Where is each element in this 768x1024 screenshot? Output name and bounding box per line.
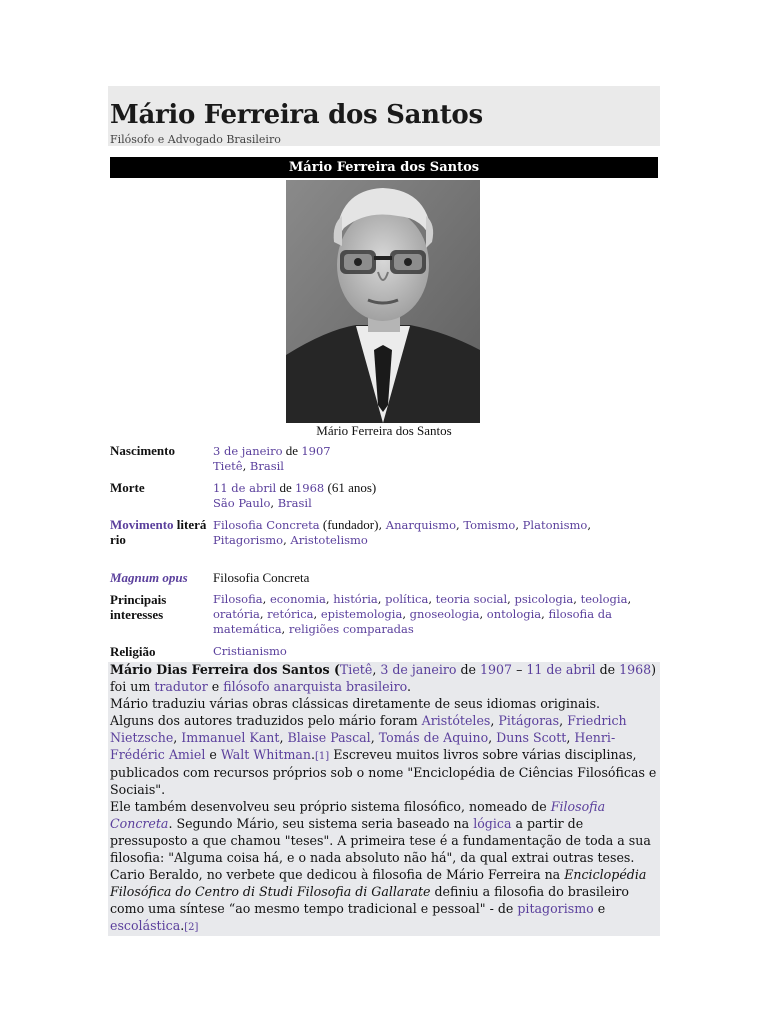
link-author[interactable]: Blaise Pascal [287, 729, 371, 745]
link-death-city[interactable]: São Paulo [213, 496, 271, 510]
text-fragment: e [207, 678, 224, 694]
label-religiao: Religião [110, 644, 156, 659]
paragraph-philosophy [110, 799, 658, 936]
link-interest[interactable]: epistemologia [320, 607, 403, 621]
text-fragment: a partir de pressuposto a que chamou "teses". A primeira tese é a fundamentação de toda a sua filosofia: "Alguma coisa há, e o nada absoluto não há", da qual extrai outras teses. Cario Beraldo, no verbete que dedicou à filosofia de Mário Ferreira na [110, 816, 651, 882]
text-fragment: , [372, 662, 381, 677]
link-author[interactable]: Friedrich Nietzsche [110, 712, 627, 745]
link-death-year[interactable]: 1968 [294, 481, 325, 495]
text-fragment: definiu a filosofia do brasileiro como uma síntese “ao mesmo tempo tradicional e pessoal" - de [110, 883, 629, 916]
value-religiao [213, 644, 653, 659]
link-filosofo[interactable]: filósofo [223, 678, 270, 694]
link-birth-city[interactable]: Tietê [213, 459, 243, 473]
link-author[interactable]: Aristóteles [421, 712, 491, 728]
portrait-image [286, 180, 480, 423]
link-birth-country[interactable]: Brasil [249, 459, 284, 473]
link-tiete[interactable]: Tietê [339, 662, 373, 677]
link-birth-year[interactable]: 1907 [301, 444, 331, 458]
value-movimento: Filosofia Concreta (fundador), Anarquismo, Tomismo, Platonismo, Pitagorismo, Aristotelismo [213, 517, 591, 547]
label-literario: literário [110, 517, 207, 547]
link-movimento[interactable]: Movimento [110, 517, 174, 532]
link-interest[interactable]: política [385, 592, 429, 606]
link-filosofia-concreta[interactable]: Filosofia Concreta [110, 799, 606, 832]
text-fragment: . [406, 678, 411, 694]
link-interest[interactable]: história [333, 592, 378, 606]
paragraph-intro [110, 662, 658, 696]
link-interest[interactable]: oratória [213, 607, 260, 621]
reference-1[interactable] [315, 747, 329, 762]
link-birth-date[interactable]: 3 de janeiro [213, 444, 283, 458]
article-body [108, 662, 660, 936]
link-movement[interactable]: Tomismo [463, 518, 516, 532]
text-fragment: ) foi um [110, 662, 657, 694]
link-interest[interactable]: gnoseologia [409, 607, 480, 621]
link-pitagorismo[interactable]: pitagorismo [517, 900, 594, 916]
text-sep: , [270, 496, 278, 510]
link-author[interactable]: Pitágoras [498, 712, 560, 728]
link-movement[interactable]: Platonismo [522, 518, 588, 532]
link-interest[interactable]: ontologia [486, 607, 542, 621]
value-magnum-opus [213, 570, 653, 586]
link-magnum-opus[interactable]: Magnum opus [110, 570, 188, 585]
text-de: de [276, 480, 295, 495]
reference-label: [2] [184, 921, 199, 933]
link-11-abril[interactable]: 11 de abril [526, 662, 596, 677]
link-interest[interactable]: psicologia [514, 592, 574, 606]
link-escolastica[interactable]: escolástica [110, 917, 181, 933]
text-fundador: (fundador) [319, 517, 379, 532]
text-fragment: Ele também desenvolveu seu próprio sistema filosófico, nomeado de [110, 799, 551, 815]
text-fragment: – [512, 662, 527, 677]
link-author[interactable]: Immanuel Kant [181, 729, 280, 745]
link-movement[interactable]: Anarquismo [385, 518, 457, 532]
link-walt-whitman[interactable]: Walt Whitman [220, 746, 312, 762]
page-subtitle: Filósofo e Advogado Brasileiro [110, 133, 281, 146]
link-movement[interactable]: Pitagorismo [213, 533, 284, 547]
link-interest[interactable]: teologia [580, 592, 628, 606]
text-fragment: Alguns dos autores traduzidos pelo mário foram [110, 712, 422, 728]
italic-encyclopedia-title: Enciclopédia Filosófica do Centro di Studi Filosofia di Gallarate [110, 866, 647, 899]
link-interest[interactable]: economia [269, 592, 326, 606]
link-death-date[interactable]: 11 de abril [213, 481, 277, 495]
page-header [108, 86, 660, 146]
photo-caption: Mário Ferreira dos Santos [316, 423, 452, 438]
text-fragment: de [456, 662, 480, 677]
link-author[interactable]: Henri-Frédéric Amiel [110, 729, 616, 762]
link-1968[interactable]: 1968 [619, 662, 652, 677]
page-title: Mário Ferreira dos Santos [110, 100, 483, 130]
label-magnum-opus [110, 570, 210, 585]
text-fragment: . Segundo Mário, seu sistema seria baseado na [168, 816, 474, 832]
portrait-photo [286, 180, 480, 423]
infobox-title: Mário Ferreira dos Santos [110, 157, 658, 178]
text-fragment: . [180, 917, 185, 933]
label-morte: Morte [110, 480, 145, 495]
link-tradutor[interactable]: tradutor [154, 678, 208, 694]
paragraph-authors: Alguns dos autores traduzidos pelo mário foram Aristóteles, Pitágoras, Friedrich Nietzsche, Immanuel Kant, Blaise Pascal, Tomás de Aquino, Duns Scott, Henri-Frédéric Amiel e Walt Whitman.[1] Escreveu muitos livros sobre várias disciplinas, publicados com recursos próprios sob o nome "Enciclopédia de Ciências Filosóficas e Sociais". [110, 712, 657, 798]
text-fragment: e [205, 746, 221, 762]
link-anarquista[interactable]: anarquista [273, 678, 342, 694]
text-fragment: Escreveu muitos livros sobre várias disciplinas, publicados com recursos próprios sob o nome "Enciclopédia de Ciências Filosóficas e Sociais". [110, 746, 657, 798]
link-author[interactable]: Duns Scott [496, 729, 567, 745]
text-de: de [282, 443, 302, 458]
link-interest[interactable]: filosofia da matemática [213, 607, 612, 636]
link-author[interactable]: Tomás de Aquino [378, 729, 489, 745]
link-movement[interactable]: Filosofia Concreta [213, 518, 320, 532]
magnum-opus-value: Filosofia Concreta [213, 570, 310, 585]
value-interesses: Filosofia, economia, história, política, teoria social, psicologia, teologia, oratória, retórica, epistemologia, gnoseologia, ontologia, filosofia da matemática, religiões comparadas [213, 592, 632, 636]
label-nascimento: Nascimento [110, 443, 175, 458]
link-brasileiro[interactable]: brasileiro [345, 678, 407, 694]
link-interest[interactable]: teoria social [435, 592, 508, 606]
label-interesses: Principais interesses [110, 592, 167, 622]
text-fragment: . [311, 746, 316, 762]
link-religion[interactable]: Cristianismo [213, 644, 287, 658]
link-1907[interactable]: 1907 [480, 662, 513, 677]
text-sep: , [242, 459, 250, 473]
text-fragment: e [593, 900, 606, 916]
reference-2[interactable] [184, 918, 198, 933]
link-death-country[interactable]: Brasil [277, 496, 312, 510]
link-logica[interactable]: lógica [473, 816, 512, 832]
value-morte [213, 480, 653, 511]
text-fragment: de [595, 662, 620, 677]
label-movimento [110, 517, 210, 547]
lead-name: Mário Dias Ferreira dos Santos ( [110, 662, 340, 677]
link-interest[interactable]: retórica [267, 607, 314, 621]
link-interest[interactable]: religiões comparadas [288, 622, 414, 636]
paragraph-translations: Mário traduziu várias obras clássicas diretamente de seus idiomas originais. [110, 695, 601, 711]
link-interest[interactable]: Filosofia [213, 592, 263, 606]
text-age: (61 anos) [324, 480, 377, 495]
link-3-janeiro[interactable]: 3 de janeiro [380, 662, 457, 677]
reference-label: [1] [315, 750, 330, 762]
link-movement[interactable]: Aristotelismo [290, 533, 368, 547]
article-text [110, 662, 658, 937]
value-nascimento [213, 443, 653, 474]
